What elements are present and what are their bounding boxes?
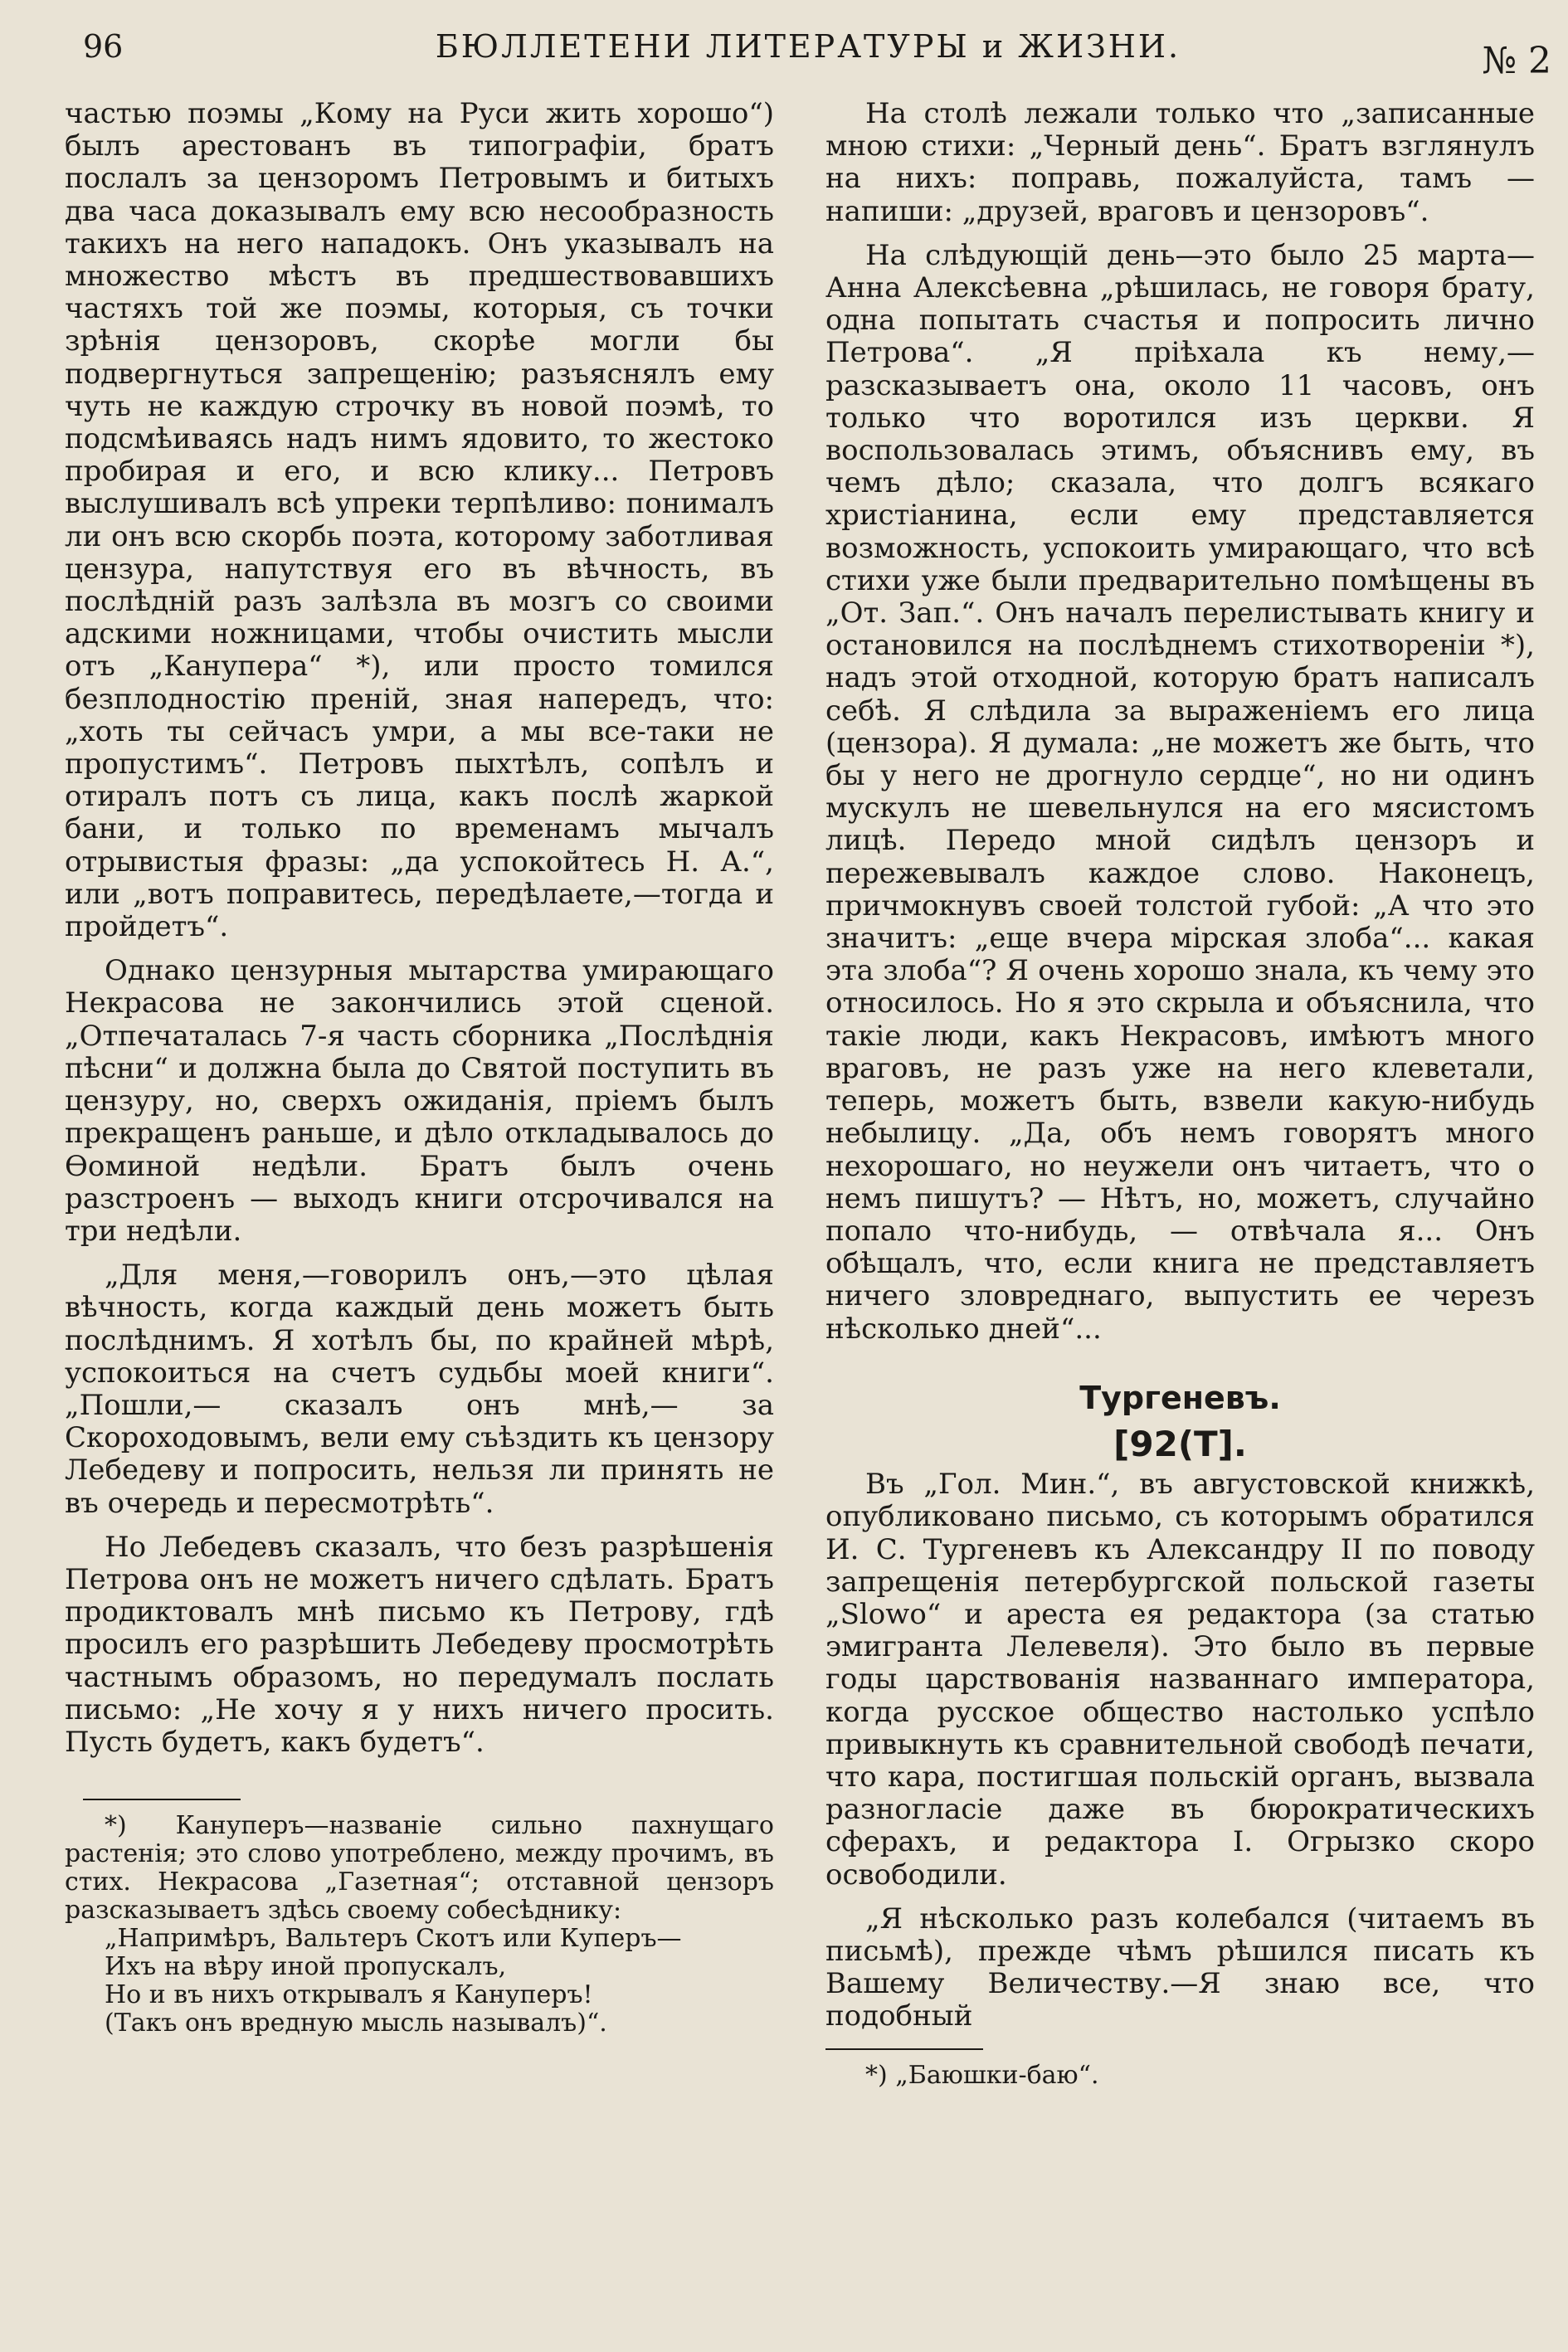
paragraph: Но Лебедевъ сказалъ, что безъ разрѣшенія Петрова онъ не можетъ ничего сдѣлать. Братъ продиктовалъ мнѣ письмо къ Петрову, гдѣ просилъ его разрѣшить Лебедеву просмотрѣть частнымъ образомъ, но передумалъ послать письмо: „Не хочу я у нихъ ничего просить. Пусть будетъ, какъ будетъ“. <box>65 1530 774 1759</box>
page-header <box>65 23 1551 82</box>
paragraph: „Для меня,—говорилъ онъ,—это цѣлая вѣчность, когда каждый день можетъ быть послѣднимъ. Я хотѣлъ бы, по крайней мѣрѣ, успокоиться на счетъ судьбы моей книги“. „Пошли,— сказалъ онъ мнѣ,— за Скороходовымъ, вели ему съѣздить къ цензору Лебедеву и попросить, нельзя ли принять не въ очередь и пересмотрѣть“. <box>65 1259 774 1520</box>
paragraph: частью поэмы „Кому на Руси жить хорошо“) былъ арестованъ въ типографіи, братъ послалъ за цензоромъ Петровымъ и битыхъ два часа доказывалъ ему всю несообразность такихъ на него нападокъ. Онъ указывалъ на множество мѣстъ въ предшествовавшихъ частяхъ той же поэмы, которыя, съ точки зрѣнія цензоровъ, скорѣе могли бы подвергнуться запрещенію; разъяснялъ ему чуть не каждую строчку въ новой поэмѣ, то подсмѣиваясь надъ нимъ ядовито, то жестоко пробирая и его, и всю клику... Петровъ выслушивалъ всѣ упреки терпѣливо: понималъ ли онъ всю скорбь поэта, которому заботливая цензура, напутствуя его въ вѣчность, въ послѣдній разъ залѣзла въ мозгъ со своими адскими ножницами, чтобы очистить мысли отъ „Канупера“ *), или просто томился безплодностію преній, зная напередъ, что: „хоть ты сейчасъ умри, а мы все-таки не пропустимъ“. Петровъ пыхтѣлъ, сопѣлъ и отиралъ потъ съ лица, какъ послѣ жаркой бани, и только по временамъ мычалъ отрывистыя фразы: „да успокойтесь Н. А.“, или „вотъ поправитесь, передѣлаете,—тогда и пройдетъ“. <box>65 97 774 944</box>
section-title: Тургеневъ. <box>1079 1379 1281 1416</box>
paragraph: На слѣдующій день—это было 25 марта—Анна Алексѣевна „рѣшилась, не говоря брату, одна попытать счастья и попросить лично Петрова“. „Я пріѣхала къ нему,— разсказываетъ она, около 11 часовъ, онъ только что воротился изъ церкви. Я воспользовалась этимъ, объяснивъ ему, въ чемъ дѣло; сказала, что долгъ всякаго христіанина, если ему представляется возможность, успокоить умирающаго, что всѣ стихи уже были предварительно помѣщены въ „От. Зап.“. Онъ началъ перелистывать книгу и остановился на послѣднемъ стихотвореніи *), надъ этой отходной, которую братъ написалъ себѣ. Я слѣдила за выраженіемъ его лица (цензора). Я думала: „не можетъ же быть, что бы у него не дрогнуло сердце“, но ни одинъ мускулъ не шевельнулся на его мясистомъ лицѣ. Передо мной сидѣлъ цензоръ и пережевывалъ каждое слово. Наконецъ, причмокнувъ своей толстой губой: „А что это значитъ: „еще вчера мірская злоба“... какая эта злоба“? Я очень хорошо знала, къ чему это относилось. Но я это скрыла и объяснила, что такіе люди, какъ Некрасовъ, имѣютъ много враговъ, не разъ уже на него клеветали, теперь, можетъ быть, взвели какую-нибудь небылицу. „Да, объ немъ говорятъ много нехорошаго, но неужели онъ читаетъ, что о немъ пишутъ? — Нѣтъ, но, можетъ, случайно попало что-нибудь, — отвѣчала я... Онъ обѣщалъ, что, если книга не представляетъ ничего зловреднаго, выпустить ее черезъ нѣсколько дней“... <box>825 238 1535 1346</box>
page-number: 96 <box>83 28 124 65</box>
paragraph: „Я нѣсколько разъ колебался (читаемъ въ письмѣ), прежде чѣмъ рѣшился писать къ Вашему Величеству.—Я знаю все, что подобный <box>825 1902 1535 2033</box>
text-columns <box>65 98 1535 2090</box>
footnote-divider <box>83 1799 241 1800</box>
section-code: [92(Т]. <box>1113 1423 1247 1464</box>
verse-line: Ихъ на вѣру иной пропускалъ, <box>105 1952 507 1982</box>
footnote <box>65 1812 774 1925</box>
paragraph: Однако цензурныя мытарства умирающаго Некрасова не закончились этой сценой. „Отпечаталась 7-я часть сборника „Послѣднія пѣсни“ и должна была до Святой поступить въ цензуру, но, сверхъ ожиданія, пріемъ былъ прекращенъ раньше, и дѣло откладывалось до Ѳоминой недѣли. Братъ былъ очень разстроенъ — выходъ книги отсрочивался на три недѣли. <box>65 954 774 1248</box>
footnote: *) „Баюшки-баю“. <box>865 2060 1099 2090</box>
issue-number: № 2 <box>1482 40 1551 82</box>
footnote-text: *) Кануперъ—названіе сильно пахнущаго растенія; это слово употреблено, между прочимъ, въ стих. Некрасова „Газетная“; отставной цензоръ разсказываетъ здѣсь своему собесѣднику: <box>65 1811 774 1926</box>
right-column <box>825 98 1535 2090</box>
running-title: БЮЛЛЕТЕНИ ЛИТЕРАТУРЫ и ЖИЗНИ. <box>435 28 1181 65</box>
paragraph: Въ „Гол. Мин.“, въ августовской книжкѣ, опубликовано письмо, съ которымъ обратился И. С. Тургеневъ къ Александру II по поводу запрещенія петербургской польской газеты „Slowo“ и ареста ея редактора (за статью эмигранта Лелевеля). Это было въ первые годы царствованія названнаго императора, когда русское общество настолько успѣло привыкнуть къ сравнительной свободѣ печати, что кара, постигшая польскій органъ, вызвала разногласіе даже въ бюрократическихъ сферахъ, и редактора І. Огрызко скоро освободили. <box>825 1468 1535 1892</box>
left-column <box>65 98 774 2090</box>
paragraph: На столѣ лежали только что „записанные мною стихи: „Черный день“. Братъ взглянулъ на нихъ: поправь, пожалуйста, тамъ — напиши: „друзей, враговъ и цензоровъ“. <box>825 97 1535 228</box>
verse-line: Но и въ нихъ открывалъ я Кануперъ! <box>105 1980 593 2010</box>
verse-line: „Напримѣръ, Вальтеръ Скотъ или Куперъ— <box>105 1924 682 1954</box>
footnote-verse <box>105 1925 774 2038</box>
verse-line: (Такъ онъ вредную мысль называлъ)“. <box>105 2009 607 2038</box>
footnote-divider <box>825 2048 983 2050</box>
